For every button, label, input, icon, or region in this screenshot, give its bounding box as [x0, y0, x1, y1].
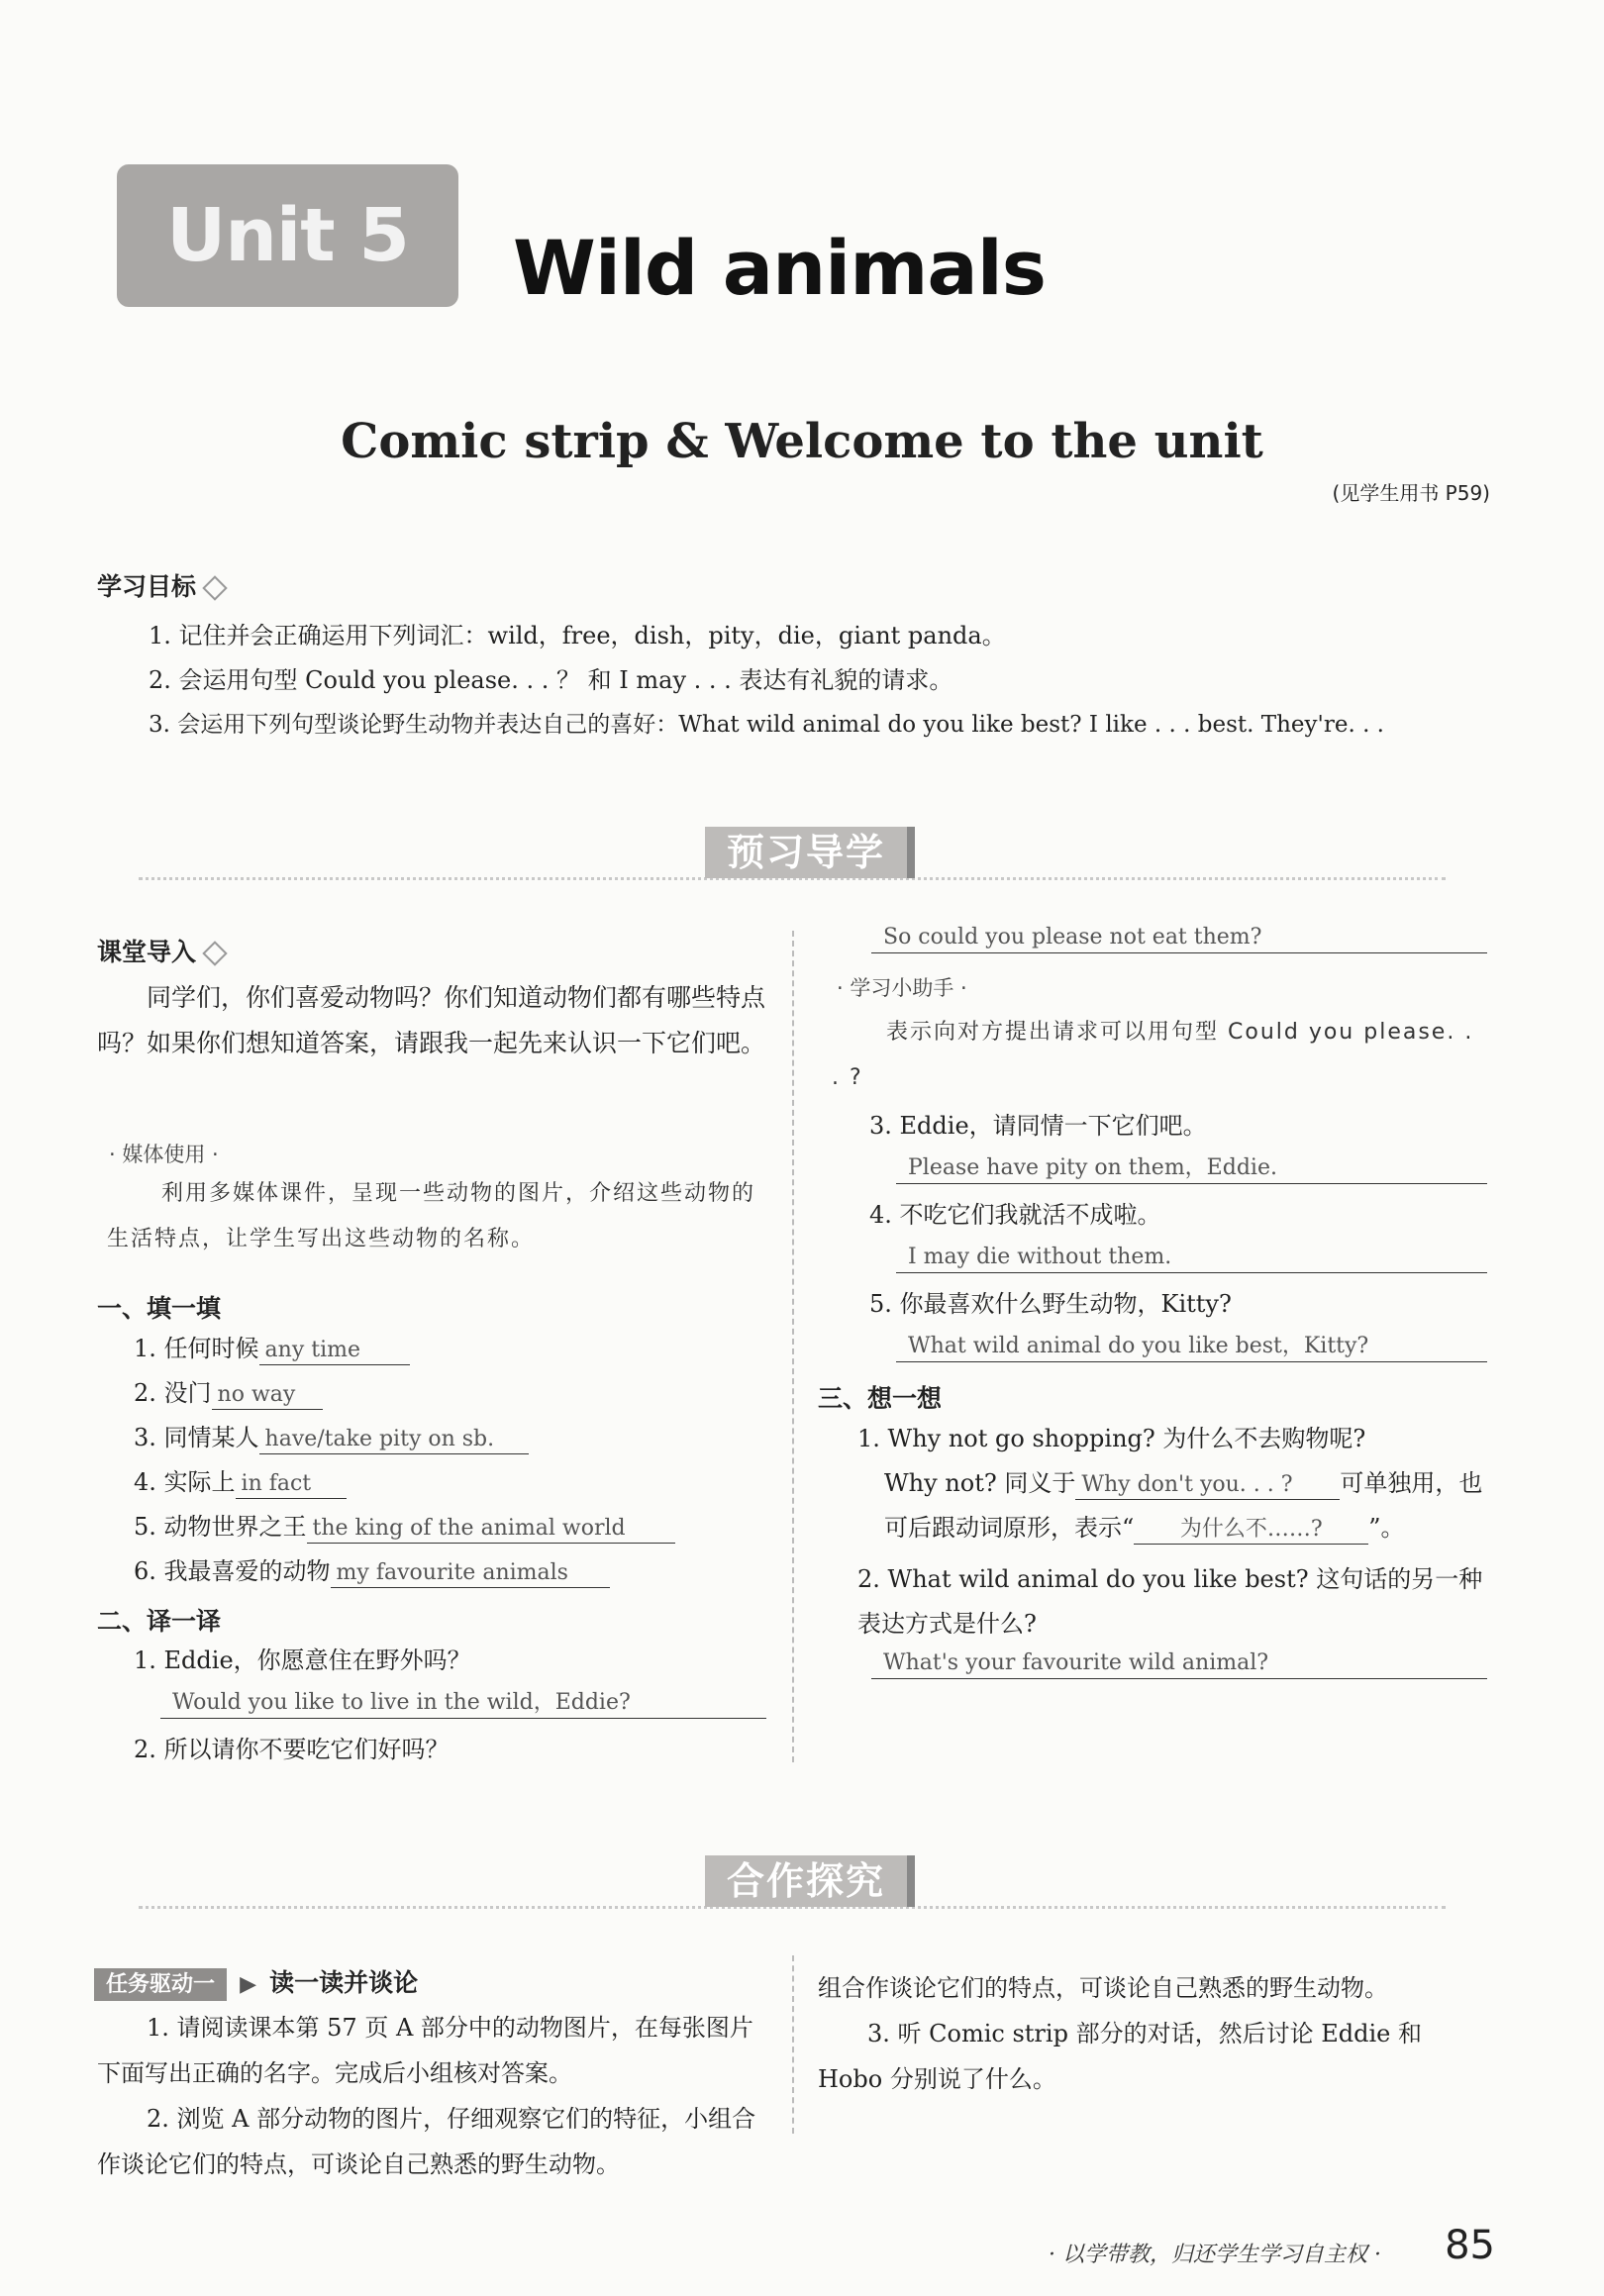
fill-item [134, 1334, 410, 1365]
section-banner-preview: 预习导学 [705, 827, 915, 878]
arrow-icon: ▶ [240, 1972, 257, 1997]
fill-heading: 一、填一填 [97, 1294, 222, 1323]
intro-label: 课堂导入 [97, 938, 197, 966]
think-question: 1. Why not go shopping? 为什么不去购物呢? [857, 1425, 1366, 1452]
think-question: 2. What wild animal do you like best? 这句话的另一种表达方式是什么? [857, 1565, 1483, 1638]
fill-answer: in fact [236, 1470, 347, 1499]
think-text: Why not? 同义于 [884, 1469, 1076, 1497]
think-answer: Why don't you. . . ? [1075, 1471, 1340, 1500]
think-text: ”。 [1368, 1514, 1405, 1542]
diamond-icon [202, 941, 227, 965]
fill-question: 1. 任何时候 [134, 1335, 259, 1362]
task-item: 3. 听 Comic strip 部分的对话，然后讨论 Eddie 和 Hobo 分别说了什么。 [818, 2020, 1422, 2093]
think-answer: 为什么不……? [1134, 1516, 1368, 1545]
fill-item [134, 1378, 323, 1410]
fill-answer: the king of the animal world [307, 1515, 675, 1544]
textbook-reference: (见学生用书 P59) [1332, 481, 1490, 505]
unit-title: Wild animals [513, 224, 1046, 312]
column-divider [792, 931, 794, 1762]
column-divider [792, 1955, 794, 2134]
media-text: 利用多媒体课件，呈现一些动物的图片，介绍这些动物的生活特点，让学生写出这些动物的名称。 [107, 1181, 756, 1251]
task-item: 2. 浏览 A 部分动物的图片，仔细观察它们的特征，小组合作谈论它们的特点，可谈论自己熟悉的野生动物。 [97, 2105, 756, 2178]
unit-label: Unit 5 [117, 164, 458, 307]
objective-item: 1. 记住并会正确运用下列词汇：wild，free，dish，pity，die，giant panda。 [149, 622, 1006, 649]
media-label: · 媒体使用 · [109, 1143, 219, 1166]
fill-question: 2. 没门 [134, 1379, 212, 1407]
fill-item [134, 1556, 610, 1588]
translate-heading: 二、译一译 [97, 1607, 222, 1636]
think-line [884, 1513, 1405, 1545]
translate-question: 5. 你最喜欢什么野生动物，Kitty? [869, 1290, 1232, 1318]
think-text: 可后跟动词原形，表示“ [884, 1514, 1135, 1542]
task-header [94, 1963, 418, 1999]
section-banner-coop: 合作探究 [705, 1855, 915, 1907]
fill-answer: my favourite animals [331, 1559, 610, 1588]
task-item: 1. 请阅读课本第 57 页 A 部分中的动物图片，在每张图片下面写出正确的名字。完成后小组核对答案。 [97, 2014, 753, 2087]
page-number: 85 [1445, 2223, 1495, 2268]
objective-item: 3. 会运用下列句型谈论野生动物并表达自己的喜好：What wild animal do you like best? I like . . . best. They're. . . [149, 712, 1384, 738]
helper-text: 表示向对方提出请求可以用句型 Could you please. . . ? [832, 1020, 1474, 1090]
task-title: 读一读并谈论 [269, 1968, 419, 1997]
translate-answer: Would you like to live in the wild，Eddie? [160, 1688, 766, 1719]
translate-question: 2. 所以请你不要吃它们好吗？ [134, 1736, 450, 1763]
translate-answer: Please have pity on them，Eddie. [896, 1153, 1487, 1184]
fill-answer: have/take pity on sb. [259, 1426, 529, 1454]
think-line [884, 1468, 1482, 1500]
objectives-heading [97, 567, 224, 603]
fill-answer: no way [212, 1381, 323, 1410]
fill-item [134, 1512, 675, 1544]
objectives-label: 学习目标 [97, 572, 197, 601]
think-heading: 三、想一想 [818, 1384, 943, 1413]
fill-question: 3. 同情某人 [134, 1424, 259, 1451]
think-text: 可单独用，也 [1340, 1469, 1483, 1497]
footer-slogan: · 以学带教，归还学生学习自主权 · [1049, 2243, 1381, 2267]
fill-item [134, 1467, 347, 1499]
helper-label: · 学习小助手 · [837, 976, 967, 1000]
task-item-continued: 组合作谈论它们的特点，可谈论自己熟悉的野生动物。 [818, 1974, 1388, 2002]
fill-answer: any time [259, 1337, 410, 1365]
fill-question: 6. 我最喜爱的动物 [134, 1557, 331, 1585]
intro-heading [97, 933, 224, 968]
task-tag: 任务驱动一 [94, 1968, 227, 2001]
translate-question: 4. 不吃它们我就活不成啦。 [869, 1201, 1161, 1229]
lesson-title: Comic strip & Welcome to the unit [341, 414, 1263, 469]
diamond-icon [202, 575, 227, 600]
intro-paragraph: 同学们，你们喜爱动物吗？你们知道动物们都有哪些特点吗？如果你们想知道答案，请跟我一起先来认识一下它们吧。 [97, 983, 766, 1057]
think-answer: What's your favourite wild animal? [871, 1648, 1487, 1679]
fill-question: 4. 实际上 [134, 1468, 236, 1496]
fill-item [134, 1423, 529, 1454]
translate-answer: What wild animal do you like best，Kitty? [896, 1332, 1487, 1362]
fill-question: 5. 动物世界之王 [134, 1513, 307, 1541]
translate-answer: So could you please not eat them? [871, 923, 1487, 953]
translate-question: 3. Eddie，请同情一下它们吧。 [869, 1112, 1207, 1140]
translate-answer: I may die without them. [896, 1243, 1487, 1273]
objective-item: 2. 会运用句型 Could you please. . . ？ 和 I may . . . 表达有礼貌的请求。 [149, 666, 953, 694]
translate-question: 1. Eddie，你愿意住在野外吗？ [134, 1647, 471, 1674]
